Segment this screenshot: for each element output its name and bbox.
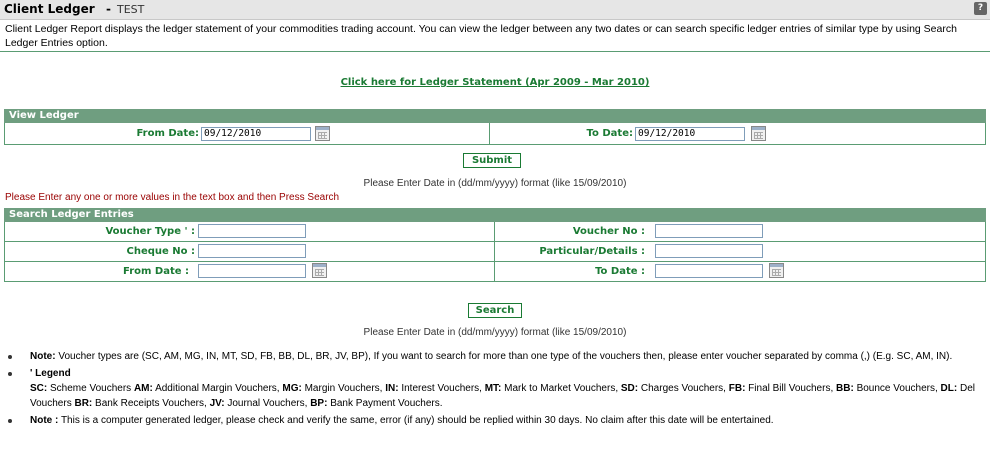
- cheque-no-input[interactable]: [198, 244, 306, 258]
- column-divider: [489, 123, 490, 144]
- view-date-hint: Please Enter Date in (dd/mm/yyyy) format (like 15/09/2010): [363, 178, 627, 189]
- to-date-label: To Date:: [586, 128, 633, 139]
- note-disclaimer: [30, 413, 980, 428]
- divider: [0, 51, 990, 52]
- legend-desc: Bank Receipts Vouchers,: [92, 398, 210, 409]
- legend-text: [30, 381, 980, 411]
- legend-desc: Additional Margin Vouchers,: [152, 383, 283, 394]
- search-row-2: [4, 242, 986, 262]
- particular-label: Particular/Details :: [539, 246, 645, 257]
- submit-button[interactable]: Submit: [463, 153, 521, 168]
- legend-code: BB:: [836, 383, 854, 394]
- account-name: TEST: [117, 3, 145, 16]
- legend-desc: Journal Vouchers,: [224, 398, 311, 409]
- to-date-input[interactable]: 09/12/2010: [635, 127, 745, 141]
- voucher-no-label: Voucher No :: [572, 226, 645, 237]
- legend-label: ' Legend: [30, 368, 71, 379]
- from-date-input[interactable]: 09/12/2010: [201, 127, 311, 141]
- search-from-date-input[interactable]: [198, 264, 306, 278]
- particular-input[interactable]: [655, 244, 763, 258]
- cheque-no-label: Cheque No :: [126, 246, 195, 257]
- search-to-date-input[interactable]: [655, 264, 763, 278]
- search-row-3: [4, 262, 986, 282]
- page-description: Client Ledger Report displays the ledger statement of your commodities trading account. You can view the ledger between any two dates or can search specific ledger entries of similar type by using Search Ledger Entries option.: [5, 23, 957, 49]
- legend-desc: Charges Vouchers,: [638, 383, 729, 394]
- search-button[interactable]: Search: [468, 303, 522, 318]
- title-separator: -: [106, 2, 111, 16]
- note-legend: [30, 366, 980, 411]
- legend-desc: Final Bill Vouchers,: [745, 383, 837, 394]
- notes-list: [30, 349, 980, 428]
- legend-code: MG:: [282, 383, 302, 394]
- search-row-1: [4, 222, 986, 242]
- search-from-date-label: From Date :: [123, 266, 189, 277]
- legend-code: SC:: [30, 383, 48, 394]
- search-to-calendar-icon[interactable]: [769, 263, 784, 278]
- legend-desc: Mark to Market Vouchers,: [501, 383, 621, 394]
- search-ledger-title: Search Ledger Entries: [9, 209, 134, 220]
- to-date-calendar-icon[interactable]: [751, 126, 766, 141]
- note-label: Note :: [30, 415, 59, 426]
- search-ledger-header: [4, 208, 986, 222]
- search-date-hint: Please Enter Date in (dd/mm/yyyy) format (like 15/09/2010): [363, 327, 627, 338]
- title-bar: [0, 0, 990, 20]
- search-to-date-label: To Date :: [595, 266, 645, 277]
- legend-code: IN:: [385, 383, 399, 394]
- legend-desc: Interest Vouchers,: [398, 383, 485, 394]
- legend-code: MT:: [484, 383, 502, 394]
- legend-desc: Bank Payment Vouchers.: [327, 398, 443, 409]
- note-text: Voucher types are (SC, AM, MG, IN, MT, SD, FB, BB, DL, BR, JV, BP), If you want to search for more than one type of the vouchers then, please enter voucher separated by comma (,) (E.g. SC, AM, IN).: [58, 351, 953, 362]
- ledger-statement-link[interactable]: Click here for Ledger Statement (Apr 2009 - Mar 2010): [340, 77, 650, 88]
- legend-desc: Scheme Vouchers: [47, 383, 134, 394]
- note-label: Note:: [30, 351, 56, 362]
- from-date-calendar-icon[interactable]: [315, 126, 330, 141]
- view-ledger-header: [4, 109, 986, 123]
- page-title: Client Ledger: [4, 2, 95, 16]
- legend-code: FB:: [728, 383, 746, 394]
- legend-desc: Del Vouchers: [30, 383, 975, 409]
- voucher-no-input[interactable]: [655, 224, 763, 238]
- legend-desc: Margin Vouchers,: [301, 383, 386, 394]
- legend-code: AM:: [133, 383, 153, 394]
- legend-code: SD:: [620, 383, 639, 394]
- view-ledger-row: [4, 123, 986, 145]
- from-date-label: From Date:: [136, 128, 199, 139]
- legend-desc: Bounce Vouchers,: [853, 383, 941, 394]
- view-ledger-title: View Ledger: [9, 110, 79, 121]
- legend-code: BP:: [310, 398, 328, 409]
- search-from-calendar-icon[interactable]: [312, 263, 327, 278]
- help-icon[interactable]: ?: [974, 2, 987, 15]
- legend-code: BR:: [74, 398, 93, 409]
- legend-code: JV:: [209, 398, 225, 409]
- voucher-type-label: Voucher Type ' :: [105, 226, 195, 237]
- search-warning: Please Enter any one or more values in the text box and then Press Search: [5, 192, 340, 203]
- note-voucher-types: [30, 349, 980, 364]
- legend-code: DL:: [940, 383, 958, 394]
- voucher-type-input[interactable]: [198, 224, 306, 238]
- note-text: This is a computer generated ledger, please check and verify the same, error (if any) should be replied within 30 days. No claim after this date will be entertained.: [58, 415, 774, 426]
